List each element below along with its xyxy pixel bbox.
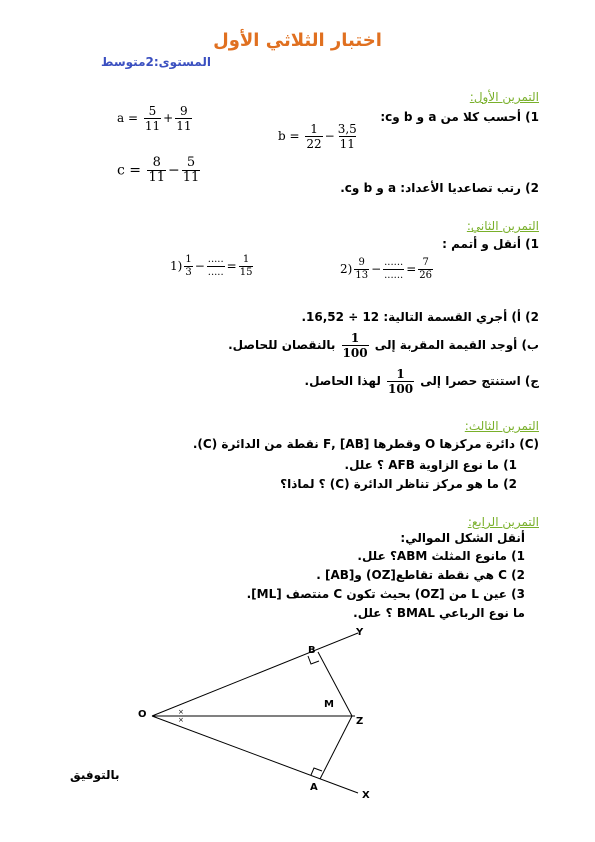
exercise-2-question-2b: ب) أوجد القيمة المقربة إلى $\frac{1}{100}$ بالنقصان للحاصل.	[228, 331, 539, 360]
fraction: $\frac{8}{11}$	[148, 155, 166, 185]
segment-ZA	[320, 716, 352, 779]
exercise-4-question-3: 3) عين L من [OZ) بحيث تكون C منتصف [ML].	[246, 587, 525, 601]
page-title: اختبار الثلاثي الأول	[213, 30, 382, 51]
exercise-1-question-1: 1) أحسب كلا من a و b وc:	[380, 110, 539, 124]
point-Z-label: Z	[356, 716, 364, 727]
exercise-2-question-2c: ج) استنتج حصرا إلى $\frac{1}{100}$ لهذا الحاصل.	[304, 367, 539, 396]
exercise-4-question-2: 2) C هي نقطة تقاطع[OZ) و[AB] .	[316, 568, 525, 582]
ray-OX	[152, 716, 358, 793]
fraction: $\frac{9}{11}$	[176, 104, 192, 133]
angle-mark-lower: ×	[178, 716, 184, 724]
angle-mark-upper: ×	[178, 708, 184, 716]
exercise-4-question-4: ما نوع الرباعي BMAL ؟ علل.	[353, 606, 525, 620]
exercise-2-question-2a: 2) أ) أجري القسمة التالية: 12 ÷ 16,52.	[301, 310, 539, 324]
expression-c: c = $\frac{8}{11}$ − $\frac{5}{11}$	[117, 155, 200, 185]
closing-text: بالتوفيق	[70, 768, 120, 782]
fraction: $\frac{......}{......}$	[384, 257, 404, 281]
right-angle-B	[308, 656, 319, 664]
point-A-label: A	[310, 782, 318, 793]
fraction: $\frac{7}{26}$	[419, 257, 432, 281]
point-X-label: X	[362, 790, 370, 801]
fraction: $\frac{1}{22}$	[306, 122, 322, 151]
fraction: $\frac{1}{100}$	[342, 331, 368, 360]
fraction: $\frac{5}{11}$	[144, 104, 161, 133]
fraction: $\frac{5}{11}$	[182, 155, 200, 185]
point-O-label: O	[138, 709, 147, 720]
point-M-label: M	[324, 699, 334, 710]
var-c: c =	[117, 162, 142, 179]
fill-expression-2: 2) $\frac{9}{13}$ − $\frac{......}{......}$ = $\frac{7}{26}$	[340, 257, 432, 281]
var-a: a =	[117, 111, 139, 125]
right-angle-A	[311, 768, 322, 775]
exercise-3-heading: التمرين الثالث:	[464, 419, 539, 433]
fraction: $\frac{9}{13}$	[355, 257, 369, 281]
exercise-3-question-1: 1) ما نوع الزاوية AFB ؟ علل.	[344, 458, 517, 472]
point-B-label: B	[308, 645, 316, 656]
fraction: $\frac{3,5}{11}$	[337, 122, 357, 151]
exercise-2-heading: التمرين الثاني:	[466, 219, 539, 233]
fraction: $\frac{.....}{.....}$	[207, 254, 224, 278]
exercise-2-question-1: 1) أنقل و أتمم :	[442, 237, 539, 251]
exercise-1-question-2: 2) رتب تصاعديا الأعداد: a و b وc.	[340, 181, 539, 195]
var-b: b =	[278, 129, 300, 143]
expression-a: a = $\frac{5}{11}$ + $\frac{9}{11}$	[117, 104, 192, 133]
exercise-4-question-1: 1) مانوع المثلث ABM؟ علل.	[357, 549, 525, 563]
exercise-4-intro: أنقل الشكل الموالي:	[400, 531, 525, 545]
point-Y-label: Y	[356, 627, 364, 638]
expression-b: b = $\frac{1}{22}$ − $\frac{3,5}{11}$	[278, 122, 357, 151]
fraction: $\frac{1}{15}$	[239, 254, 253, 278]
exercise-4-heading: التمرين الرابع:	[467, 515, 539, 529]
level-label: المستوى:2متوسط	[101, 55, 211, 69]
fraction: $\frac{1}{3}$	[185, 254, 192, 278]
exercise-3-question-2: 2) ما هو مركز تناظر الدائرة (C) ؟ لماذا؟	[280, 477, 517, 491]
exercise-3-intro: (C) دائرة مركزها O وقطرها [AB] ,F نقطة من الدائرة (C).	[192, 437, 539, 451]
fill-expression-1: 1) $\frac{1}{3}$ − $\frac{.....}{.....}$ = $\frac{1}{15}$	[170, 254, 253, 278]
fraction: $\frac{1}{100}$	[388, 367, 414, 396]
exercise-1-heading: التمرين الأول:	[469, 90, 539, 104]
